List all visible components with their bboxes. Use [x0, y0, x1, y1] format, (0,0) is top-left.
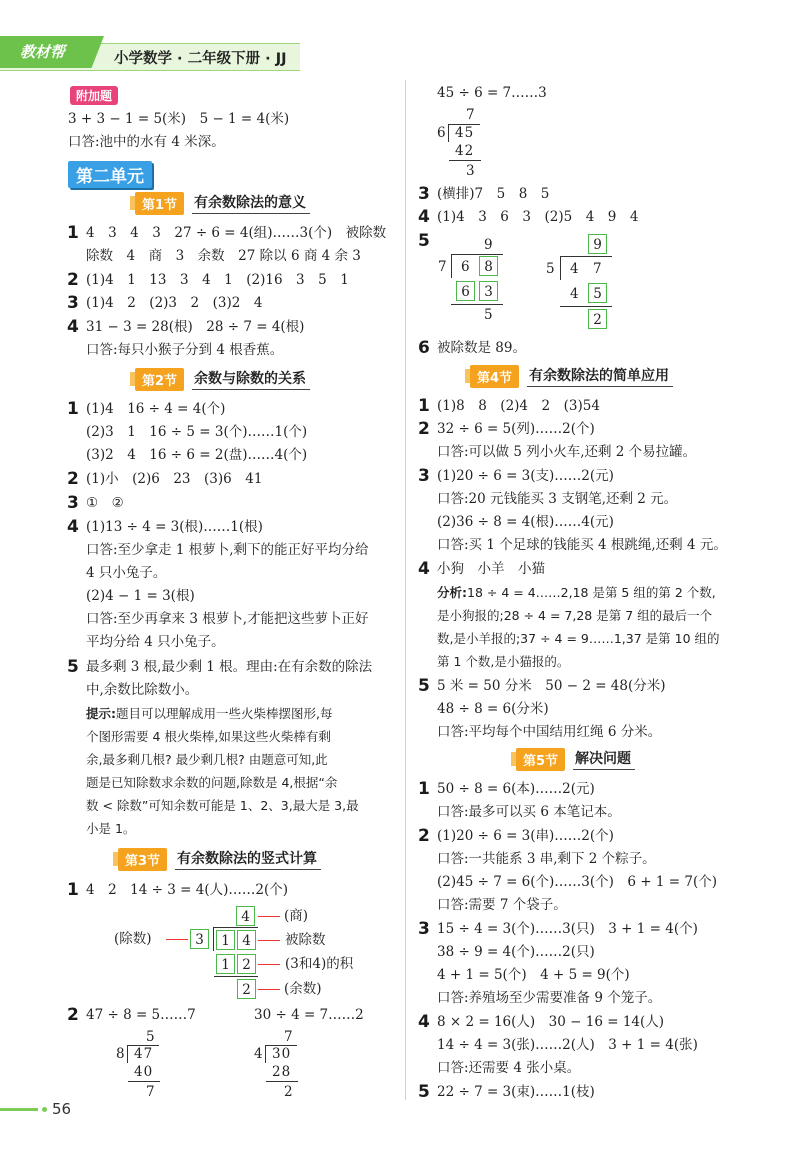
tip-text: 题目可以理解成用一些火柴棒摆图形,每	[116, 706, 333, 721]
bd-quotient-box: 9	[588, 234, 607, 254]
answer-line: 口答:20 元钱能买 3 支钢笔,还剩 2 元。	[437, 491, 678, 507]
divisor-box: 3	[190, 929, 209, 949]
answer-line: (横排)7 5 8 5	[437, 186, 550, 202]
answer-line: 口答:每只小猴子分到 4 根香蕉。	[86, 342, 284, 358]
ld-bracket	[448, 124, 449, 142]
analysis-line: 数,是小羊报的;37 ÷ 4 = 9……1,37 是第 10 组的	[437, 631, 720, 646]
bd-digit-box: 6	[456, 281, 475, 301]
label-divisor: (除数)	[114, 931, 152, 947]
ld-divisor: 8	[116, 1046, 125, 1062]
answer-line: 口答:可以做 5 列小火车,还剩 2 个易拉罐。	[437, 444, 697, 460]
answer-line: 47 ÷ 8 = 5……7	[86, 1007, 196, 1023]
answer-line: 31 − 3 = 28(根) 28 ÷ 7 = 4(根)	[86, 319, 305, 335]
answer-line: 中,余数比除数小。	[86, 682, 199, 698]
bd-remainder: 5	[484, 307, 493, 323]
answer-line: 45 ÷ 6 = 7……3	[437, 85, 547, 101]
answer-line: 30 ÷ 4 = 7……2	[254, 1007, 364, 1023]
answer-line: 小狗 小羊 小猫	[437, 561, 545, 577]
tip-line: 小是 1。	[86, 821, 136, 836]
answer-line: 口答:最多可以买 6 本笔记本。	[437, 804, 621, 820]
section-5-title: 解决问题	[573, 748, 635, 770]
ld-product: 42	[455, 143, 475, 159]
section-5-header	[516, 748, 635, 770]
answer-line: (1)13 ÷ 4 = 3(根)……1(根)	[86, 519, 263, 535]
bd-bar	[560, 256, 612, 257]
column-divider	[405, 80, 406, 1100]
bd-bar	[451, 254, 503, 255]
answer-line: (1)20 ÷ 6 = 3(支)……2(元)	[437, 468, 614, 484]
section-3-badge: 第3节	[118, 848, 167, 871]
extra-line-1: 3 + 3 − 1 = 5(米) 5 − 1 = 4(米)	[68, 111, 290, 127]
answer-line: (2)4 − 1 = 3(根)	[86, 588, 195, 604]
page-number: 56	[52, 1100, 72, 1118]
unit-title: 第二单元	[68, 161, 152, 188]
tip-line: 数 < 除数”可知余数可能是 1、2、3,最大是 3,最	[86, 798, 359, 813]
answer-line: 8 × 2 = 16(人) 30 − 16 = 14(人)	[437, 1014, 665, 1030]
q-number: 4	[418, 1012, 430, 1032]
section-4-header	[470, 365, 673, 387]
q-number: 4	[67, 317, 79, 337]
q-number: 2	[418, 826, 430, 846]
answer-line: 4 2 14 ÷ 3 = 4(人)……2(个)	[86, 882, 288, 898]
q-number: 2	[67, 1005, 79, 1025]
answer-line: 口答:还需要 4 张小桌。	[437, 1060, 581, 1076]
q-number: 1	[67, 399, 79, 419]
division-bracket	[213, 927, 214, 951]
bd-digit: 7	[593, 261, 602, 277]
section-5-badge: 第5节	[516, 748, 565, 771]
section-1-title: 有余数除法的意义	[192, 192, 310, 214]
label-remainder: (余数)	[284, 981, 322, 997]
dividend-digit-box: 1	[216, 930, 235, 950]
answer-line: 口答:至少拿走 1 根萝卜,剩下的能正好平均分给	[86, 542, 369, 558]
answer-line: (3)2 4 16 ÷ 6 = 2(盘)……4(个)	[86, 447, 308, 463]
section-2-title: 余数与除数的关系	[192, 368, 310, 390]
q-number: 6	[418, 338, 430, 358]
section-4-badge: 第4节	[470, 365, 519, 388]
bd-bracket	[560, 256, 561, 280]
answer-line: 14 ÷ 4 = 3(张)……2(人) 3 + 1 = 4(张)	[437, 1037, 698, 1053]
header-title: 小学数学 · 二年级下册 · JJ	[114, 51, 287, 67]
bd-subtraction-line	[451, 304, 503, 305]
answer-line: 除数 4 商 3 余数 27 除以 6 商 4 余 3	[86, 248, 361, 264]
answer-line: ① ②	[86, 495, 124, 511]
bd-remainder-box: 2	[588, 309, 607, 329]
ld-remainder: 7	[146, 1084, 155, 1100]
ld-subtraction-line	[128, 1081, 160, 1082]
analysis-line: 第 1 个数,是小猫报的。	[437, 654, 570, 669]
q-number: 5	[418, 231, 430, 251]
answer-line: 4 只小兔子。	[86, 565, 167, 581]
section-1-badge: 第1节	[135, 192, 184, 215]
q-number: 1	[67, 223, 79, 243]
section-2-badge: 第2节	[135, 368, 184, 391]
page-number-dot	[42, 1107, 47, 1112]
arrow-line	[258, 989, 280, 990]
answer-line: (2)45 ÷ 7 = 6(个)……3(个) 6 + 1 = 7(个)	[437, 874, 718, 890]
ld-bracket	[127, 1045, 128, 1063]
arrow-line	[258, 916, 280, 917]
ld-quotient: 5	[146, 1029, 155, 1045]
bd-digit: 4	[570, 286, 579, 302]
label-product: (3和4)的积	[285, 956, 354, 972]
answer-line: 口答:需要 7 个袋子。	[437, 897, 567, 913]
analysis-line	[437, 584, 716, 602]
ld-quotient: 7	[284, 1029, 293, 1045]
bd-divisor: 7	[438, 259, 447, 275]
answer-line: 22 ÷ 7 = 3(束)……1(枝)	[437, 1084, 595, 1100]
quotient-box: 4	[236, 906, 255, 926]
q-number: 1	[418, 779, 430, 799]
q-number: 3	[418, 184, 430, 204]
answer-line: (1)20 ÷ 6 = 3(串)……2(个)	[437, 828, 614, 844]
answer-line: 50 ÷ 8 = 6(本)……2(元)	[437, 781, 595, 797]
tip-line	[86, 705, 332, 723]
answer-line: 4 + 1 = 5(个) 4 + 5 = 9(个)	[437, 967, 630, 983]
bd-digit: 6	[461, 259, 470, 275]
answer-line: 口答:买 1 个足球的钱能买 4 根跳绳,还剩 4 元。	[437, 537, 727, 553]
section-3-title: 有余数除法的竖式计算	[175, 848, 321, 870]
answer-line: 被除数是 89。	[437, 340, 526, 356]
label-quotient: (商)	[284, 908, 309, 924]
arrow-line	[258, 964, 280, 965]
section-2-header	[135, 368, 310, 390]
tip-label: 提示:	[86, 706, 116, 721]
answer-line: 口答:一共能系 3 串,剩下 2 个粽子。	[437, 851, 656, 867]
q-number: 3	[67, 293, 79, 313]
section-3-header	[118, 848, 321, 870]
q-number: 4	[418, 207, 430, 227]
section-1-header	[135, 192, 310, 214]
answer-line: (2)3 1 16 ÷ 5 = 3(个)……1(个)	[86, 424, 308, 440]
q-number: 5	[418, 676, 430, 696]
answer-line: 15 ÷ 4 = 3(个)……3(只) 3 + 1 = 4(个)	[437, 921, 698, 937]
arrow-line	[258, 940, 280, 941]
q-number: 4	[67, 517, 79, 537]
ld-remainder: 2	[284, 1084, 293, 1100]
ld-bracket	[265, 1045, 266, 1063]
answer-line: 32 ÷ 6 = 5(列)……2(个)	[437, 421, 595, 437]
q-number: 2	[418, 419, 430, 439]
answer-line: 口答:平均每个中国结用红绳 6 分米。	[437, 724, 662, 740]
analysis-line: 是小狗报的;28 ÷ 4 = 7,28 是第 7 组的最后一个	[437, 608, 713, 623]
ld-divisor: 6	[437, 125, 446, 141]
answer-line: (1)8 8 (2)4 2 (3)54	[437, 398, 600, 414]
answer-line: (1)小 (2)6 23 (3)6 41	[86, 471, 263, 487]
subtraction-line	[214, 976, 258, 977]
answer-line: 48 ÷ 8 = 6(分米)	[437, 701, 549, 717]
bd-digit-box: 5	[588, 283, 607, 303]
q-number: 3	[418, 919, 430, 939]
product-digit-box: 1	[216, 954, 235, 974]
answer-line: 口答:养殖场至少需要准备 9 个笼子。	[437, 990, 662, 1006]
q-number: 3	[418, 466, 430, 486]
answer-line: (1)4 1 13 3 4 1 (2)16 3 5 1	[86, 272, 349, 288]
header-tag-text: 教材帮	[20, 43, 66, 61]
q-number: 3	[67, 493, 79, 513]
ld-divisor: 4	[254, 1046, 263, 1062]
bd-divisor: 5	[546, 261, 555, 277]
ld-dividend: 45	[455, 125, 475, 141]
q-number: 5	[418, 1082, 430, 1102]
bd-quotient: 9	[484, 237, 493, 253]
arrow-line	[166, 939, 188, 940]
answer-line: 4 3 4 3 27 ÷ 6 = 4(组)……3(个) 被除数	[86, 225, 387, 241]
ld-dividend: 30	[272, 1046, 292, 1062]
tip-line: 余,最多剩几根? 最少剩几根? 由题意可知,此	[86, 752, 328, 767]
bd-digit: 4	[570, 261, 579, 277]
bd-digit-box: 3	[479, 281, 498, 301]
division-bar	[214, 927, 258, 928]
page-number-bar	[0, 1108, 38, 1111]
ld-subtraction-line	[449, 160, 481, 161]
answer-line: (2)36 ÷ 8 = 4(根)……4(元)	[437, 514, 614, 530]
dividend-digit-box: 4	[237, 930, 256, 950]
q-number: 2	[67, 469, 79, 489]
answer-line: (1)4 16 ÷ 4 = 4(个)	[86, 401, 226, 417]
ld-product: 28	[272, 1064, 292, 1080]
ld-remainder: 3	[466, 163, 475, 179]
ld-product: 40	[134, 1064, 154, 1080]
bd-bracket	[451, 254, 452, 278]
analysis-label: 分析:	[437, 585, 467, 600]
analysis-text: 18 ÷ 4 = 4……2,18 是第 5 组的第 2 个数,	[467, 585, 716, 600]
answer-line: 平均分给 4 只小兔子。	[86, 634, 225, 650]
ld-dividend: 47	[134, 1046, 154, 1062]
ld-quotient: 7	[466, 107, 475, 123]
ld-subtraction-line	[266, 1081, 298, 1082]
answer-line: 最多剩 3 根,最少剩 1 根。理由:在有余数的除法	[86, 659, 373, 675]
answer-line: (1)4 2 (2)3 2 (3)2 4	[86, 295, 263, 311]
answer-line: 5 米 = 50 分米 50 − 2 = 48(分米)	[437, 678, 666, 694]
q-number: 5	[67, 657, 79, 677]
answer-line: 口答:至少再拿来 3 根萝卜,才能把这些萝卜正好	[86, 611, 369, 627]
bd-subtraction-line	[560, 306, 612, 307]
remainder-box: 2	[237, 979, 256, 999]
section-4-title: 有余数除法的简单应用	[527, 365, 673, 387]
label-dividend: 被除数	[285, 932, 326, 948]
q-number: 4	[418, 559, 430, 579]
q-number: 1	[418, 396, 430, 416]
answer-line: (1)4 3 6 3 (2)5 4 9 4	[437, 209, 639, 225]
answer-line: 38 ÷ 9 = 4(个)……2(只)	[437, 944, 595, 960]
tip-line: 题是已知除数求余数的问题,除数是 4,根据“余	[86, 775, 338, 790]
bd-digit-box: 8	[479, 256, 498, 276]
product-digit-box: 2	[237, 954, 256, 974]
q-number: 1	[67, 880, 79, 900]
tip-line: 个图形需要 4 根火柴棒,如果这些火柴棒有剩	[86, 729, 331, 744]
q-number: 2	[67, 270, 79, 290]
extra-badge: 附加题	[70, 86, 118, 105]
extra-line-2: 口答:池中的水有 4 米深。	[68, 134, 225, 150]
